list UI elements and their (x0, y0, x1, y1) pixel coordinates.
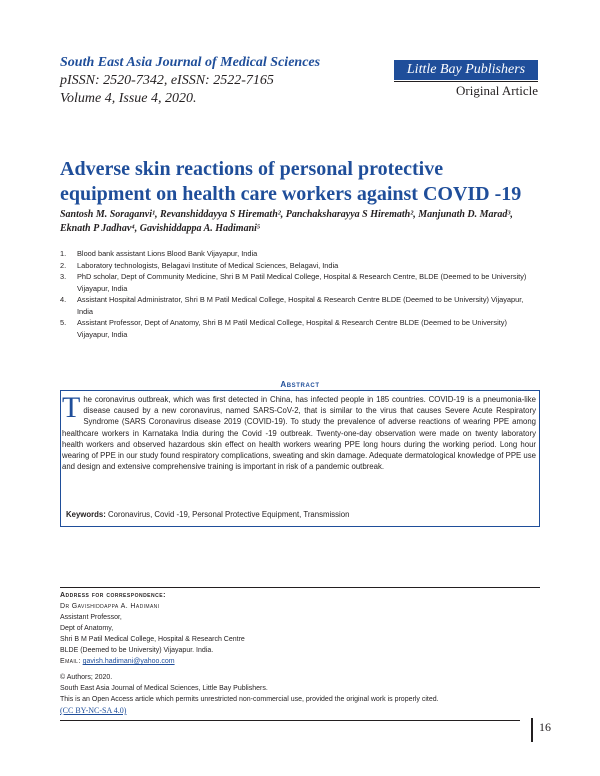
abstract-heading: Abstract (280, 380, 320, 389)
affiliation-item (60, 260, 540, 272)
correspondence-divider (60, 587, 540, 588)
correspondence-line: Assistant Professor, (60, 614, 122, 621)
affiliation-number: 2. (60, 260, 67, 270)
copyright-block (60, 672, 540, 705)
affiliation-text: Laboratory technologists, Belagavi Institute of Medical Sciences, Belagavi, India (77, 260, 339, 270)
keywords-list: Coronavirus, Covid -19, Personal Protective Equipment, Transmission (108, 510, 350, 519)
affiliation-text: Assistant Hospital Administrator, Shri B M Patil Medical College, Hospital & Research Centre BLDE (Deemed to be University) Vijayapur, India (77, 295, 524, 316)
affiliation-number: 4. (60, 295, 67, 304)
affiliation-number: 3. (60, 272, 67, 281)
abstract-dropcap: T (62, 391, 81, 424)
affiliation-item (60, 317, 540, 340)
abstract-body (62, 391, 536, 472)
article-title (60, 157, 540, 207)
authors-line-2: Eknath P Jadhav⁴, Gavishiddappa A. Hadimani⁵ (60, 223, 261, 234)
correspondence-line: Shri B M Patil Medical College, Hospital & Research Centre (60, 636, 245, 643)
affiliation-item (60, 271, 540, 294)
affiliation-item (60, 294, 540, 317)
title-line-1: Adverse skin reactions of personal protective (60, 158, 444, 180)
affiliation-item (60, 248, 540, 260)
license-link[interactable]: (CC BY-NC-SA 4.0) (60, 706, 127, 715)
affiliation-number: 1. (60, 249, 67, 258)
affiliation-text: PhD scholar, Dept of Community Medicine, Shri B M Patil Medical College, Hospital & Research Centre, BLDE (Deemed to be University) Vijayapur, India (77, 272, 527, 293)
correspondence-email-row (60, 656, 540, 667)
journal-volume: Volume 4, Issue 4, 2020. (60, 91, 197, 106)
affiliation-number: 5. (60, 318, 67, 327)
journal-issn: pISSN: 2520-7342, eISSN: 2522-7165 (60, 73, 274, 88)
correspondence-line: Dept of Anatomy, (60, 625, 114, 632)
journal-name: South East Asia Journal of Medical Sciences (60, 55, 321, 70)
publisher-divider (394, 81, 538, 82)
page-number-bar (531, 718, 533, 742)
authors-line-1: Santosh M. Soraganvi¹, Revanshiddayya S Hiremath², Panchaksharayya S Hiremath², Manjunath D. Marad³, (60, 209, 513, 220)
article-type: Original Article (456, 83, 538, 98)
correspondence-name: Dr Gavishiddappa A. Hadimani (60, 603, 160, 610)
author-list (60, 208, 540, 236)
footer-divider (60, 720, 520, 721)
publisher-line: South East Asia Journal of Medical Sciences, Little Bay Publishers. (60, 685, 268, 692)
affiliation-text: Assistant Professor, Dept of Anatomy, Shri B M Patil Medical College, Hospital & Research Centre BLDE (Deemed to be University) Vijayapur, India (77, 318, 507, 339)
publisher-badge: Little Bay Publishers (394, 60, 538, 80)
affiliation-list (60, 248, 540, 340)
email-label: Email: (60, 658, 81, 665)
correspondence-block (60, 590, 540, 667)
abstract-text: he coronavirus outbreak, which was first detected in China, has infected people in 185 countries. COVID-19 is a pneumonia-like disease caused by a new coronavirus, named SARS-CoV-2, that is similar to the virus that causes Severe Acute Respiratory Syndrome (SARS Coronavirus disease 2019 (COVID-19). To study the prevalence of adverse reactions of wearing PPE among healthcare workers in Karnataka India during the Covid -19 outbreak. Twenty-one-day observation were made on twenty laboratory health workers and observed hazardous skin effect on health workers wearing PPE long hours during the working period. Long hour wearing of PPE in our study found respiratory complications, sweating and skin damage. Adequate dermatological knowledge of PPE use and design and extensive comprehensive training is important in risk of a pandemic outbreak. (62, 395, 536, 472)
title-line-2: equipment on health care workers against COVID -19 (60, 183, 522, 205)
correspondence-line: BLDE (Deemed to be University) Vijayapur. India. (60, 647, 214, 654)
email-link[interactable]: gavish.hadimani@yahoo.com (82, 658, 175, 665)
keywords-label: Keywords: (66, 510, 106, 519)
affiliation-text: Blood bank assistant Lions Blood Bank Vijayapur, India (77, 249, 258, 258)
license-text: This is an Open Access article which permits unrestricted non-commercial use, provided the original work is properly cited. (60, 696, 439, 703)
correspondence-heading: Address for correspondence: (60, 592, 166, 599)
keywords (66, 510, 349, 519)
copyright: © Authors; 2020. (60, 674, 113, 681)
page-number: 16 (539, 720, 551, 734)
